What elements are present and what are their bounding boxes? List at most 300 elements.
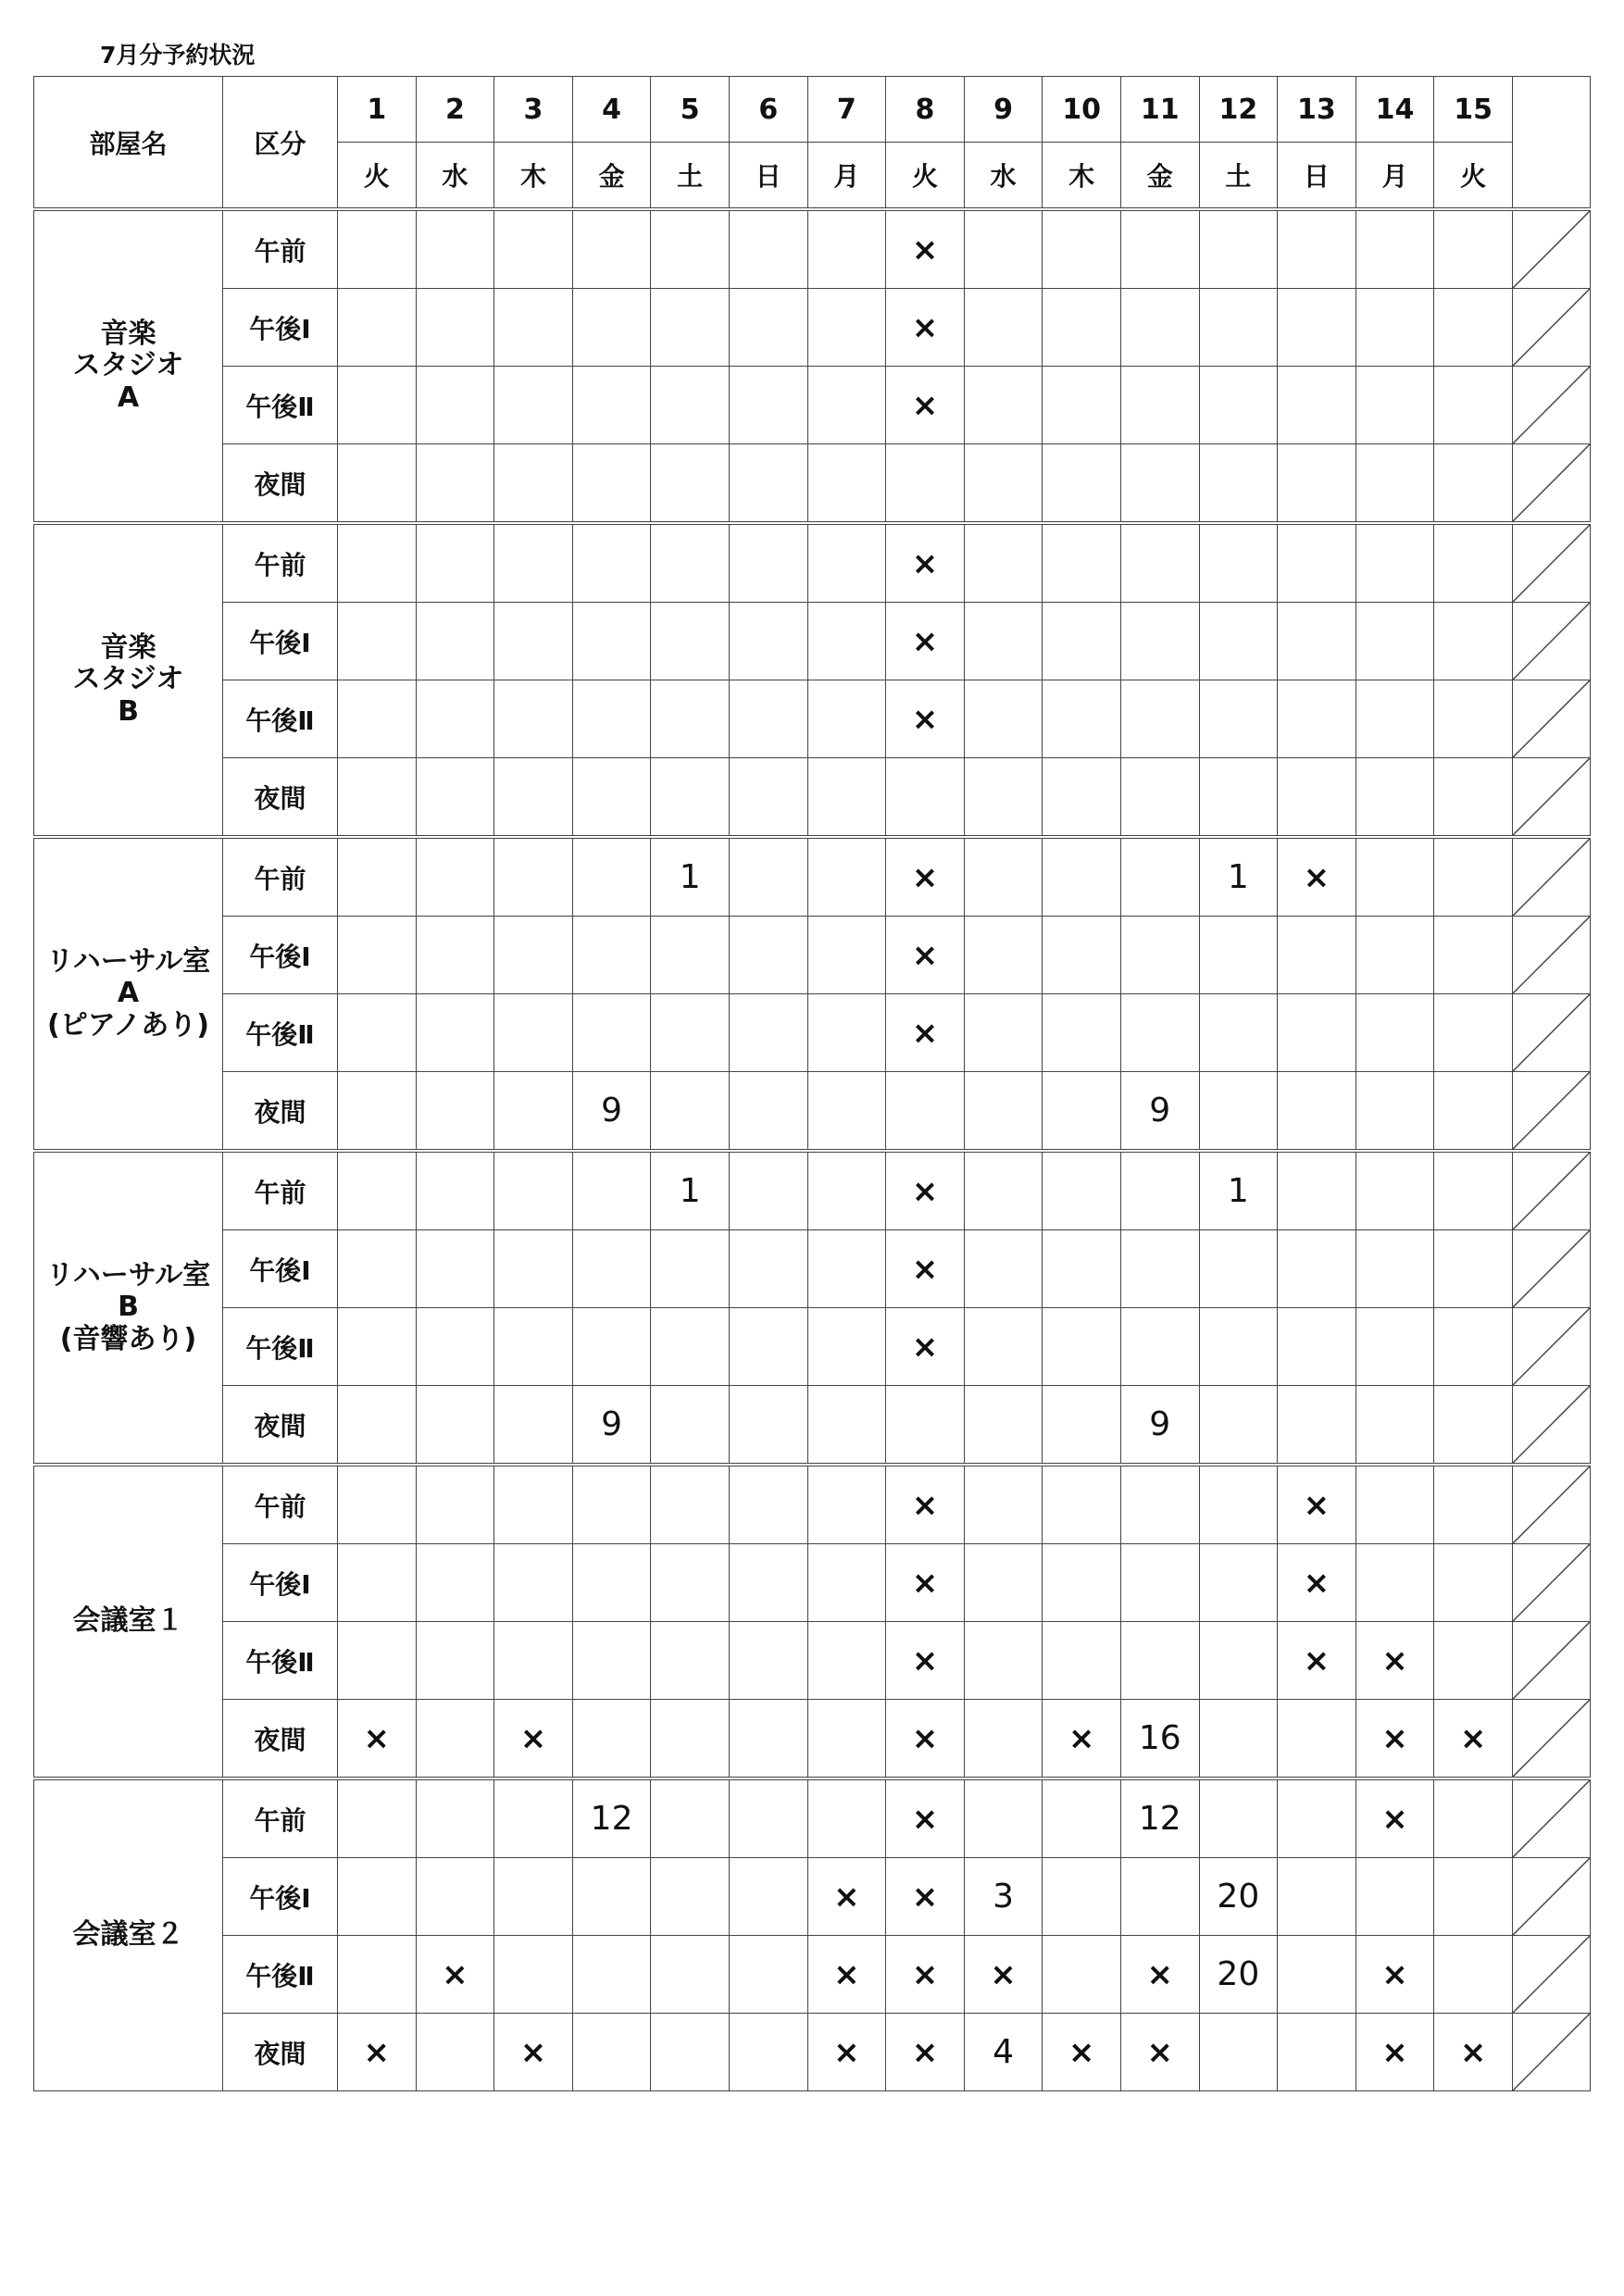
room-name bbox=[34, 523, 223, 837]
empty-cell bbox=[964, 1151, 1043, 1230]
booked-mark: × bbox=[1434, 1700, 1513, 1779]
empty-cell bbox=[1355, 209, 1434, 289]
booked-mark: × bbox=[1278, 1465, 1356, 1544]
empty-cell bbox=[1043, 1544, 1121, 1622]
slot-label: 午後Ⅱ bbox=[223, 1936, 338, 2014]
empty-cell bbox=[1278, 1230, 1356, 1308]
empty-cell bbox=[651, 1858, 730, 1936]
empty-cell bbox=[1434, 1544, 1513, 1622]
unavailable-cell bbox=[1513, 367, 1591, 444]
empty-cell bbox=[1199, 603, 1278, 680]
empty-cell bbox=[651, 994, 730, 1072]
slot-label: 午前 bbox=[223, 1778, 338, 1858]
room-name-header: 部屋名 bbox=[34, 77, 223, 210]
empty-cell bbox=[494, 523, 573, 603]
empty-cell bbox=[572, 1858, 651, 1936]
empty-cell bbox=[494, 1544, 573, 1622]
empty-cell bbox=[1043, 367, 1121, 444]
empty-cell bbox=[729, 1308, 807, 1386]
empty-cell bbox=[964, 289, 1043, 367]
slot-label: 午後Ⅰ bbox=[223, 603, 338, 680]
empty-cell bbox=[807, 1778, 886, 1858]
booked-mark: × bbox=[338, 1700, 417, 1779]
empty-cell bbox=[964, 1308, 1043, 1386]
booked-mark: × bbox=[886, 1544, 965, 1622]
room-name-line: 音楽 bbox=[100, 317, 156, 350]
booked-mark: × bbox=[886, 1622, 965, 1700]
empty-cell bbox=[338, 994, 417, 1072]
empty-cell bbox=[1355, 1386, 1434, 1466]
empty-cell bbox=[729, 444, 807, 524]
booked-mark: × bbox=[886, 1858, 965, 1936]
empty-cell bbox=[1199, 758, 1278, 838]
booked-mark: × bbox=[1355, 1936, 1434, 2014]
empty-cell bbox=[572, 523, 651, 603]
empty-cell bbox=[1199, 1700, 1278, 1779]
empty-cell bbox=[807, 523, 886, 603]
extra-header-cell bbox=[1513, 77, 1591, 210]
empty-cell bbox=[1043, 289, 1121, 367]
empty-cell bbox=[651, 758, 730, 838]
table-row bbox=[34, 994, 1591, 1072]
empty-cell bbox=[1120, 1230, 1199, 1308]
booked-mark: × bbox=[886, 523, 965, 603]
empty-cell bbox=[1043, 1622, 1121, 1700]
table-row bbox=[34, 1308, 1591, 1386]
empty-cell bbox=[1434, 523, 1513, 603]
empty-cell bbox=[807, 1700, 886, 1779]
empty-cell bbox=[1434, 994, 1513, 1072]
table-row bbox=[34, 1700, 1591, 1779]
unavailable-cell bbox=[1513, 603, 1591, 680]
weekday-label: 木 bbox=[494, 143, 573, 210]
empty-cell bbox=[1120, 289, 1199, 367]
empty-cell bbox=[1043, 1386, 1121, 1466]
empty-cell bbox=[338, 367, 417, 444]
empty-cell bbox=[416, 1151, 494, 1230]
empty-cell bbox=[338, 1622, 417, 1700]
unavailable-cell bbox=[1513, 444, 1591, 524]
table-row bbox=[34, 2014, 1591, 2091]
empty-cell bbox=[1355, 603, 1434, 680]
slot-header: 区分 bbox=[223, 77, 338, 210]
table-row bbox=[34, 1386, 1591, 1466]
weekday-label: 火 bbox=[338, 143, 417, 210]
empty-cell bbox=[494, 1072, 573, 1152]
booked-mark: × bbox=[886, 1936, 965, 2014]
empty-cell bbox=[1043, 209, 1121, 289]
room-name-line: リハーサル室 bbox=[45, 1258, 211, 1292]
empty-cell bbox=[1043, 1072, 1121, 1152]
empty-cell bbox=[1043, 1308, 1121, 1386]
slot-label: 午後Ⅰ bbox=[223, 1858, 338, 1936]
empty-cell bbox=[416, 1858, 494, 1936]
day-number: 1 bbox=[338, 77, 417, 143]
slot-label: 午後Ⅱ bbox=[223, 680, 338, 758]
unavailable-cell bbox=[1513, 1700, 1591, 1779]
empty-cell bbox=[1043, 837, 1121, 917]
empty-cell bbox=[572, 1308, 651, 1386]
reservation-table bbox=[33, 76, 1591, 2091]
slot-label: 午前 bbox=[223, 209, 338, 289]
empty-cell bbox=[1199, 1308, 1278, 1386]
empty-cell bbox=[886, 444, 965, 524]
empty-cell bbox=[1120, 1544, 1199, 1622]
empty-cell bbox=[729, 1544, 807, 1622]
booked-mark: × bbox=[1355, 1622, 1434, 1700]
empty-cell bbox=[572, 917, 651, 994]
booked-mark: × bbox=[886, 1151, 965, 1230]
empty-cell bbox=[494, 1858, 573, 1936]
empty-cell bbox=[1043, 444, 1121, 524]
empty-cell bbox=[1355, 1151, 1434, 1230]
booked-mark: × bbox=[964, 1936, 1043, 2014]
table-row bbox=[34, 444, 1591, 524]
empty-cell bbox=[494, 1308, 573, 1386]
day-number: 6 bbox=[729, 77, 807, 143]
empty-cell bbox=[338, 1386, 417, 1466]
empty-cell bbox=[1199, 1072, 1278, 1152]
empty-cell bbox=[651, 1778, 730, 1858]
booked-mark: × bbox=[886, 2014, 965, 2091]
weekday-label: 水 bbox=[416, 143, 494, 210]
table-row bbox=[34, 1936, 1591, 2014]
empty-cell bbox=[338, 1308, 417, 1386]
room-name-line: (ピアノあり) bbox=[46, 1008, 210, 1042]
slot-label: 午後Ⅰ bbox=[223, 1230, 338, 1308]
weekday-label: 土 bbox=[1199, 143, 1278, 210]
table-row bbox=[34, 1544, 1591, 1622]
empty-cell bbox=[729, 209, 807, 289]
weekday-label: 月 bbox=[807, 143, 886, 210]
empty-cell bbox=[1355, 1544, 1434, 1622]
empty-cell bbox=[1355, 1465, 1434, 1544]
table-row bbox=[34, 758, 1591, 838]
table-row bbox=[34, 1465, 1591, 1544]
empty-cell bbox=[1043, 994, 1121, 1072]
table-row bbox=[34, 1072, 1591, 1152]
empty-cell bbox=[729, 367, 807, 444]
table-row bbox=[34, 680, 1591, 758]
empty-cell bbox=[338, 917, 417, 994]
remaining-count: 1 bbox=[1199, 1151, 1278, 1230]
empty-cell bbox=[1199, 1386, 1278, 1466]
slot-label: 午後Ⅱ bbox=[223, 994, 338, 1072]
empty-cell bbox=[1434, 367, 1513, 444]
weekday-label: 月 bbox=[1355, 143, 1434, 210]
booked-mark: × bbox=[1278, 1622, 1356, 1700]
empty-cell bbox=[651, 1230, 730, 1308]
empty-cell bbox=[338, 444, 417, 524]
empty-cell bbox=[1199, 444, 1278, 524]
room-name bbox=[34, 1465, 223, 1778]
empty-cell bbox=[1278, 1072, 1356, 1152]
empty-cell bbox=[1120, 837, 1199, 917]
empty-cell bbox=[1355, 1858, 1434, 1936]
table-row bbox=[34, 1858, 1591, 1936]
empty-cell bbox=[416, 758, 494, 838]
empty-cell bbox=[651, 1386, 730, 1466]
empty-cell bbox=[1199, 523, 1278, 603]
empty-cell bbox=[1355, 367, 1434, 444]
empty-cell bbox=[1120, 1622, 1199, 1700]
empty-cell bbox=[338, 1778, 417, 1858]
empty-cell bbox=[416, 603, 494, 680]
room-name bbox=[34, 1778, 223, 2091]
empty-cell bbox=[729, 1465, 807, 1544]
remaining-count: 1 bbox=[651, 1151, 730, 1230]
day-number: 14 bbox=[1355, 77, 1434, 143]
booked-mark: × bbox=[886, 994, 965, 1072]
unavailable-cell bbox=[1513, 1386, 1591, 1466]
slot-label: 夜間 bbox=[223, 2014, 338, 2091]
empty-cell bbox=[494, 1622, 573, 1700]
empty-cell bbox=[1434, 603, 1513, 680]
empty-cell bbox=[964, 1465, 1043, 1544]
empty-cell bbox=[572, 1936, 651, 2014]
empty-cell bbox=[729, 994, 807, 1072]
empty-cell bbox=[1278, 1308, 1356, 1386]
empty-cell bbox=[1434, 289, 1513, 367]
room-name-line: (音響あり) bbox=[59, 1322, 197, 1355]
weekday-label: 水 bbox=[964, 143, 1043, 210]
empty-cell bbox=[1199, 1230, 1278, 1308]
booked-mark: × bbox=[1355, 1778, 1434, 1858]
empty-cell bbox=[1120, 1151, 1199, 1230]
empty-cell bbox=[807, 994, 886, 1072]
remaining-count: 20 bbox=[1199, 1936, 1278, 2014]
empty-cell bbox=[1278, 1386, 1356, 1466]
remaining-count: 1 bbox=[1199, 837, 1278, 917]
empty-cell bbox=[964, 917, 1043, 994]
table-row bbox=[34, 1622, 1591, 1700]
empty-cell bbox=[729, 837, 807, 917]
slot-label: 午後Ⅱ bbox=[223, 1622, 338, 1700]
empty-cell bbox=[416, 1072, 494, 1152]
empty-cell bbox=[1355, 994, 1434, 1072]
empty-cell bbox=[729, 1778, 807, 1858]
empty-cell bbox=[651, 1622, 730, 1700]
day-number: 2 bbox=[416, 77, 494, 143]
booked-mark: × bbox=[886, 1465, 965, 1544]
empty-cell bbox=[729, 917, 807, 994]
empty-cell bbox=[1278, 289, 1356, 367]
room-name-line: 会議室２ bbox=[72, 1918, 184, 1952]
empty-cell bbox=[964, 680, 1043, 758]
empty-cell bbox=[1043, 1465, 1121, 1544]
empty-cell bbox=[651, 2014, 730, 2091]
empty-cell bbox=[807, 837, 886, 917]
empty-cell bbox=[886, 1072, 965, 1152]
empty-cell bbox=[416, 1544, 494, 1622]
day-number: 15 bbox=[1434, 77, 1513, 143]
weekday-label: 火 bbox=[1434, 143, 1513, 210]
unavailable-cell bbox=[1513, 994, 1591, 1072]
empty-cell bbox=[338, 1465, 417, 1544]
remaining-count: 3 bbox=[964, 1858, 1043, 1936]
unavailable-cell bbox=[1513, 1936, 1591, 2014]
empty-cell bbox=[338, 1151, 417, 1230]
empty-cell bbox=[1278, 994, 1356, 1072]
empty-cell bbox=[651, 680, 730, 758]
empty-cell bbox=[1434, 209, 1513, 289]
empty-cell bbox=[1434, 1386, 1513, 1466]
unavailable-cell bbox=[1513, 1622, 1591, 1700]
empty-cell bbox=[1278, 1778, 1356, 1858]
remaining-count: 9 bbox=[572, 1072, 651, 1152]
empty-cell bbox=[1355, 444, 1434, 524]
empty-cell bbox=[1355, 1308, 1434, 1386]
weekday-label: 金 bbox=[572, 143, 651, 210]
empty-cell bbox=[807, 444, 886, 524]
unavailable-cell bbox=[1513, 1151, 1591, 1230]
empty-cell bbox=[1199, 917, 1278, 994]
remaining-count: 9 bbox=[1120, 1072, 1199, 1152]
empty-cell bbox=[964, 603, 1043, 680]
empty-cell bbox=[416, 1700, 494, 1779]
weekday-label: 日 bbox=[729, 143, 807, 210]
empty-cell bbox=[572, 2014, 651, 2091]
empty-cell bbox=[1120, 680, 1199, 758]
empty-cell bbox=[729, 758, 807, 838]
empty-cell bbox=[1199, 2014, 1278, 2091]
empty-cell bbox=[494, 444, 573, 524]
booked-mark: × bbox=[886, 1308, 965, 1386]
weekday-label: 日 bbox=[1278, 143, 1356, 210]
booked-mark: × bbox=[886, 1778, 965, 1858]
unavailable-cell bbox=[1513, 1230, 1591, 1308]
empty-cell bbox=[572, 603, 651, 680]
empty-cell bbox=[1278, 1936, 1356, 2014]
room-name-line: B bbox=[118, 694, 139, 728]
empty-cell bbox=[494, 680, 573, 758]
room-name-line: リハーサル室 bbox=[45, 944, 211, 978]
empty-cell bbox=[572, 289, 651, 367]
empty-cell bbox=[651, 603, 730, 680]
day-number: 5 bbox=[651, 77, 730, 143]
empty-cell bbox=[338, 209, 417, 289]
table-row bbox=[34, 367, 1591, 444]
empty-cell bbox=[651, 1072, 730, 1152]
day-number: 13 bbox=[1278, 77, 1356, 143]
empty-cell bbox=[729, 1858, 807, 1936]
empty-cell bbox=[572, 1465, 651, 1544]
empty-cell bbox=[338, 1858, 417, 1936]
empty-cell bbox=[1278, 2014, 1356, 2091]
empty-cell bbox=[1355, 1230, 1434, 1308]
room-name-line: A bbox=[117, 977, 140, 1010]
empty-cell bbox=[807, 1386, 886, 1466]
empty-cell bbox=[416, 523, 494, 603]
booked-mark: × bbox=[886, 1700, 965, 1779]
empty-cell bbox=[572, 1230, 651, 1308]
empty-cell bbox=[494, 994, 573, 1072]
empty-cell bbox=[651, 444, 730, 524]
booked-mark: × bbox=[1120, 2014, 1199, 2091]
weekday-label: 火 bbox=[886, 143, 965, 210]
slot-label: 夜間 bbox=[223, 758, 338, 838]
empty-cell bbox=[964, 994, 1043, 1072]
unavailable-cell bbox=[1513, 917, 1591, 994]
unavailable-cell bbox=[1513, 1544, 1591, 1622]
empty-cell bbox=[807, 758, 886, 838]
empty-cell bbox=[651, 523, 730, 603]
empty-cell bbox=[1120, 1858, 1199, 1936]
empty-cell bbox=[1278, 523, 1356, 603]
empty-cell bbox=[1434, 917, 1513, 994]
empty-cell bbox=[1434, 1622, 1513, 1700]
booked-mark: × bbox=[1278, 1544, 1356, 1622]
empty-cell bbox=[1043, 1778, 1121, 1858]
empty-cell bbox=[964, 837, 1043, 917]
remaining-count: 20 bbox=[1199, 1858, 1278, 1936]
unavailable-cell bbox=[1513, 680, 1591, 758]
empty-cell bbox=[1043, 1936, 1121, 2014]
empty-cell bbox=[964, 209, 1043, 289]
empty-cell bbox=[1434, 758, 1513, 838]
empty-cell bbox=[416, 1465, 494, 1544]
slot-label: 午前 bbox=[223, 1465, 338, 1544]
empty-cell bbox=[494, 1936, 573, 2014]
booked-mark: × bbox=[886, 837, 965, 917]
empty-cell bbox=[494, 367, 573, 444]
empty-cell bbox=[1434, 1936, 1513, 2014]
empty-cell bbox=[807, 209, 886, 289]
empty-cell bbox=[494, 1465, 573, 1544]
empty-cell bbox=[572, 1622, 651, 1700]
table-row bbox=[34, 1151, 1591, 1230]
slot-label: 午前 bbox=[223, 523, 338, 603]
empty-cell bbox=[964, 444, 1043, 524]
empty-cell bbox=[807, 1151, 886, 1230]
unavailable-cell bbox=[1513, 1072, 1591, 1152]
table-row bbox=[34, 1778, 1591, 1858]
booked-mark: × bbox=[1120, 1936, 1199, 2014]
empty-cell bbox=[1355, 917, 1434, 994]
empty-cell bbox=[1120, 1465, 1199, 1544]
room-name-line: 会議室１ bbox=[72, 1604, 184, 1638]
empty-cell bbox=[338, 289, 417, 367]
empty-cell bbox=[1043, 1858, 1121, 1936]
empty-cell bbox=[729, 1230, 807, 1308]
day-number: 12 bbox=[1199, 77, 1278, 143]
empty-cell bbox=[1120, 1308, 1199, 1386]
empty-cell bbox=[1434, 1858, 1513, 1936]
booked-mark: × bbox=[1043, 2014, 1121, 2091]
empty-cell bbox=[1434, 1151, 1513, 1230]
table-row bbox=[34, 1230, 1591, 1308]
day-number: 7 bbox=[807, 77, 886, 143]
slot-label: 夜間 bbox=[223, 444, 338, 524]
empty-cell bbox=[964, 1778, 1043, 1858]
empty-cell bbox=[416, 1778, 494, 1858]
empty-cell bbox=[651, 209, 730, 289]
room-name bbox=[34, 209, 223, 523]
room-name-line: 音楽 bbox=[100, 630, 156, 664]
booked-mark: × bbox=[886, 680, 965, 758]
booked-mark: × bbox=[1434, 2014, 1513, 2091]
empty-cell bbox=[651, 1936, 730, 2014]
empty-cell bbox=[1278, 1151, 1356, 1230]
booked-mark: × bbox=[807, 1936, 886, 2014]
empty-cell bbox=[1355, 523, 1434, 603]
empty-cell bbox=[416, 367, 494, 444]
slot-label: 夜間 bbox=[223, 1072, 338, 1152]
booked-mark: × bbox=[807, 1858, 886, 1936]
room-name bbox=[34, 1151, 223, 1465]
empty-cell bbox=[1434, 1778, 1513, 1858]
empty-cell bbox=[1199, 367, 1278, 444]
